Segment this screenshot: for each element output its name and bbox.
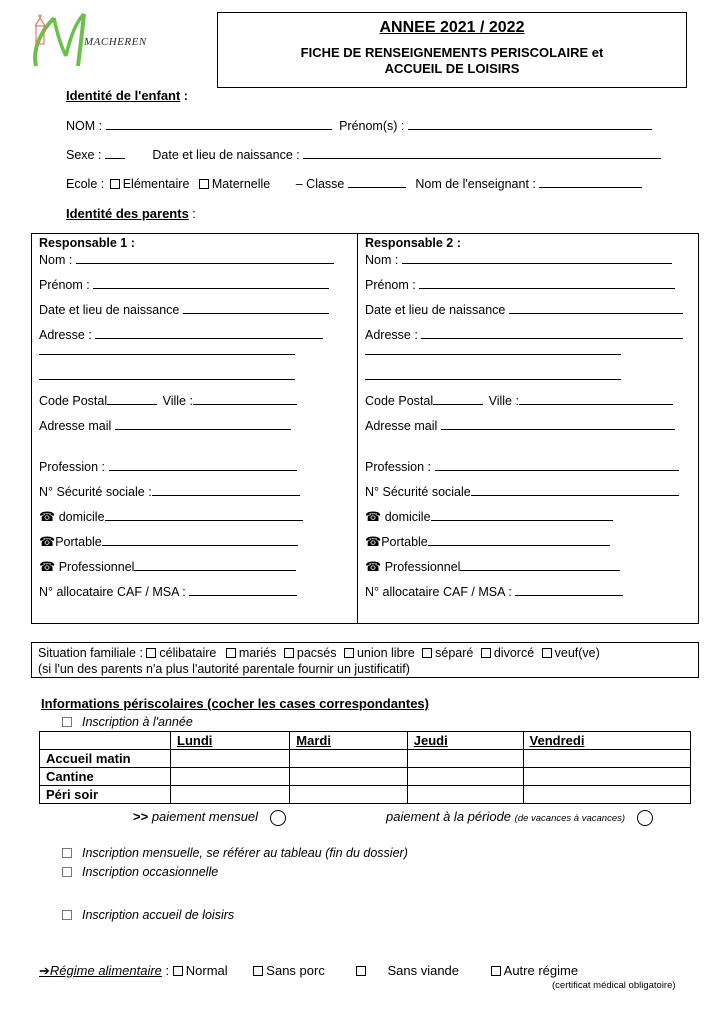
prenom-label: Prénom(s) : — [339, 119, 405, 133]
sexe-field[interactable] — [105, 147, 125, 159]
phone-icon: ☎ — [365, 534, 382, 549]
responsable-2-title: Responsable 2 : — [365, 236, 461, 250]
r1-birth-row: Date et lieu de naissance — [39, 302, 329, 317]
situation-label: Situation familiale : — [38, 646, 143, 660]
r1-postal-field[interactable] — [107, 393, 157, 405]
table-row — [40, 750, 691, 768]
title-box — [217, 12, 687, 88]
table-corner-cell — [40, 732, 171, 750]
birth-label: Date et lieu de naissance : — [152, 148, 300, 162]
paiement-mensuel-radio[interactable] — [270, 810, 286, 826]
table-row — [40, 786, 691, 804]
inscription-mensuelle-row: Inscription mensuelle, se référer au tableau (fin du dossier) — [62, 846, 408, 860]
inscription-occasionnelle-checkbox[interactable] — [62, 867, 72, 877]
r2-profession-field[interactable] — [435, 459, 679, 471]
cell-peri-lundi[interactable] — [171, 786, 290, 804]
classe-label: – Classe — [295, 177, 345, 191]
paiement-periode-row: paiement à la période (de vacances à vacances) — [386, 809, 653, 826]
inscription-annee-checkbox[interactable] — [62, 717, 72, 727]
periscolaire-table — [39, 731, 691, 804]
enseignant-field[interactable] — [539, 176, 642, 188]
prenom-field[interactable] — [408, 118, 652, 130]
phone-icon: ☎ — [365, 509, 382, 524]
birth-field[interactable] — [303, 147, 661, 159]
r1-address-line-2[interactable] — [39, 343, 295, 358]
subtitle-line-1: FICHE DE RENSEIGNEMENTS PERISCOLAIRE et — [300, 45, 604, 60]
r2-domicile-row: ☎ domicile — [365, 509, 613, 525]
cell-accueil-jeudi[interactable] — [407, 750, 523, 768]
child-name-row — [66, 118, 652, 133]
parents-box — [31, 233, 699, 624]
regime-checkbox-autre[interactable] — [491, 966, 501, 976]
inscription-mensuelle-checkbox[interactable] — [62, 848, 72, 858]
responsable-1-column — [32, 234, 357, 623]
r2-birth-field[interactable] — [509, 302, 683, 314]
cell-cantine-lundi[interactable] — [171, 768, 290, 786]
table-row — [40, 768, 691, 786]
maternelle-label: Maternelle — [211, 177, 271, 191]
r2-postal-row: Code Postal Ville : — [365, 393, 673, 408]
macheren-logo — [28, 8, 178, 72]
r2-pro-row: ☎ Professionnel — [365, 559, 620, 575]
subtitle — [218, 45, 686, 77]
situation-checkbox-celibataire[interactable] — [146, 648, 156, 658]
r2-address-line-3[interactable] — [365, 368, 621, 383]
cell-peri-jeudi[interactable] — [407, 786, 523, 804]
cell-peri-vendredi[interactable] — [523, 786, 690, 804]
day-header-mardi: Mardi — [290, 732, 408, 750]
r2-address-field[interactable] — [421, 327, 683, 339]
situation-familiale-box — [31, 642, 699, 678]
r1-profession-row: Profession : — [39, 459, 297, 474]
r2-secu-row: N° Sécurité sociale — [365, 484, 679, 499]
r1-secu-field[interactable] — [152, 484, 300, 496]
r2-portable-field[interactable] — [428, 534, 610, 546]
sexe-label: Sexe : — [66, 148, 102, 162]
r1-address-row: Adresse : — [39, 327, 323, 342]
nom-field[interactable] — [106, 118, 332, 130]
regime-checkbox-sans-viande[interactable] — [356, 966, 366, 976]
r2-birth-row: Date et lieu de naissance — [365, 302, 683, 317]
day-header-jeudi: Jeudi — [407, 732, 523, 750]
cell-peri-mardi[interactable] — [290, 786, 408, 804]
subtitle-line-2: ACCUEIL DE LOISIRS — [384, 61, 520, 76]
enseignant-label: Nom de l'enseignant : — [415, 177, 536, 191]
situation-checkbox-union-libre[interactable] — [344, 648, 354, 658]
child-sex-birth-row — [66, 147, 661, 162]
responsable-2-column — [357, 234, 699, 623]
r2-prenom-field[interactable] — [419, 277, 675, 289]
elementaire-label: Elémentaire — [122, 177, 190, 191]
r2-secu-field[interactable] — [471, 484, 679, 496]
r2-address-row: Adresse : — [365, 327, 683, 342]
ecole-label: Ecole : — [66, 177, 105, 191]
cell-cantine-mardi[interactable] — [290, 768, 408, 786]
cell-accueil-mardi[interactable] — [290, 750, 408, 768]
elementaire-checkbox[interactable] — [110, 179, 120, 189]
logo-text: MACHEREN — [84, 36, 147, 48]
paiement-mensuel-row: >> paiement mensuel — [133, 809, 286, 826]
r2-address-line-2[interactable] — [365, 343, 621, 358]
r1-ville-field[interactable] — [193, 393, 297, 405]
regime-note: (certificat médical obligatoire) — [552, 980, 676, 991]
inscription-occasionnelle-row: Inscription occasionnelle — [62, 865, 218, 879]
nom-label: NOM : — [66, 119, 103, 133]
r2-portable-row: ☎Portable — [365, 534, 610, 550]
r1-pro-row: ☎ Professionnel — [39, 559, 296, 575]
r2-caf-field[interactable] — [515, 584, 623, 596]
r1-portable-field[interactable] — [102, 534, 298, 546]
r1-portable-row: ☎Portable — [39, 534, 298, 550]
r1-domicile-field[interactable] — [105, 509, 303, 521]
situation-checkbox-divorce[interactable] — [481, 648, 491, 658]
r2-caf-row: N° allocataire CAF / MSA : — [365, 584, 623, 599]
r1-caf-field[interactable] — [189, 584, 297, 596]
child-section-heading: Identité de l'enfant : — [66, 88, 188, 103]
inscription-loisirs-row: Inscription accueil de loisirs — [62, 908, 234, 922]
classe-field[interactable] — [348, 176, 406, 188]
r2-ville-field[interactable] — [519, 393, 673, 405]
r1-profession-field[interactable] — [109, 459, 297, 471]
phone-icon: ☎ — [39, 509, 56, 524]
situation-note: (si l'un des parents n'a plus l'autorité parentale fournir un justificatif) — [38, 662, 410, 676]
inscription-loisirs-checkbox[interactable] — [62, 910, 72, 920]
r1-prenom-field[interactable] — [93, 277, 329, 289]
r2-prenom-row: Prénom : — [365, 277, 675, 292]
child-school-row — [66, 176, 642, 191]
r1-nom-field[interactable] — [76, 252, 334, 264]
situation-checkbox-maries[interactable] — [226, 648, 236, 658]
phone-icon: ☎ — [365, 559, 382, 574]
r1-mail-field[interactable] — [115, 418, 291, 430]
cell-cantine-vendredi[interactable] — [523, 768, 690, 786]
phone-icon: ☎ — [39, 559, 56, 574]
parents-section-heading: Identité des parents : — [66, 206, 196, 221]
r2-profession-row: Profession : — [365, 459, 679, 474]
r2-domicile-field[interactable] — [431, 509, 613, 521]
situation-checkbox-separe[interactable] — [422, 648, 432, 658]
regime-row: ➔Régime alimentaire : Normal Sans porc Sans viande Autre régime — [39, 963, 579, 978]
r2-mail-row: Adresse mail — [365, 418, 675, 433]
r1-prenom-row: Prénom : — [39, 277, 329, 292]
situation-checkbox-veuf[interactable] — [542, 648, 552, 658]
r1-pro-field[interactable] — [134, 559, 296, 571]
table-header-row — [40, 732, 691, 750]
arrow-right-icon: ➔ — [39, 963, 50, 978]
r1-domicile-row: ☎ domicile — [39, 509, 303, 525]
row-header-cantine: Cantine — [40, 768, 171, 786]
periscolaire-heading: Informations périscolaires (cocher les cases correspondantes) — [41, 696, 429, 711]
inscription-annee-row: Inscription à l'année — [62, 715, 193, 729]
r2-pro-field[interactable] — [460, 559, 620, 571]
cell-cantine-jeudi[interactable] — [407, 768, 523, 786]
r2-mail-field[interactable] — [441, 418, 675, 430]
year-title: ANNEE 2021 / 2022 — [379, 19, 525, 36]
r2-nom-field[interactable] — [402, 252, 672, 264]
cell-accueil-lundi[interactable] — [171, 750, 290, 768]
day-header-lundi: Lundi — [171, 732, 290, 750]
regime-checkbox-sans-porc[interactable] — [253, 966, 263, 976]
responsable-1-title: Responsable 1 : — [39, 236, 135, 250]
regime-checkbox-normal[interactable] — [173, 966, 183, 976]
r1-address-field[interactable] — [95, 327, 323, 339]
r1-mail-row: Adresse mail — [39, 418, 291, 433]
regime-label: Régime alimentaire — [49, 963, 162, 978]
r1-secu-row: N° Sécurité sociale : — [39, 484, 300, 499]
r1-nom-row: Nom : — [39, 252, 334, 267]
r1-birth-field[interactable] — [183, 302, 329, 314]
r1-postal-row: Code Postal Ville : — [39, 393, 297, 408]
phone-icon: ☎ — [39, 534, 56, 549]
paiement-periode-radio[interactable] — [637, 810, 653, 826]
cell-accueil-vendredi[interactable] — [523, 750, 690, 768]
row-header-peri-soir: Péri soir — [40, 786, 171, 804]
maternelle-checkbox[interactable] — [199, 179, 209, 189]
day-header-vendredi: Vendredi — [523, 732, 690, 750]
row-header-accueil-matin: Accueil matin — [40, 750, 171, 768]
situation-row: Situation familiale : célibataire mariés pacsés union libre séparé divorcé veuf(ve) — [38, 646, 600, 660]
r1-address-line-3[interactable] — [39, 368, 295, 383]
r1-caf-row: N° allocataire CAF / MSA : — [39, 584, 297, 599]
r2-nom-row: Nom : — [365, 252, 672, 267]
situation-checkbox-pacses[interactable] — [284, 648, 294, 658]
r2-postal-field[interactable] — [433, 393, 483, 405]
